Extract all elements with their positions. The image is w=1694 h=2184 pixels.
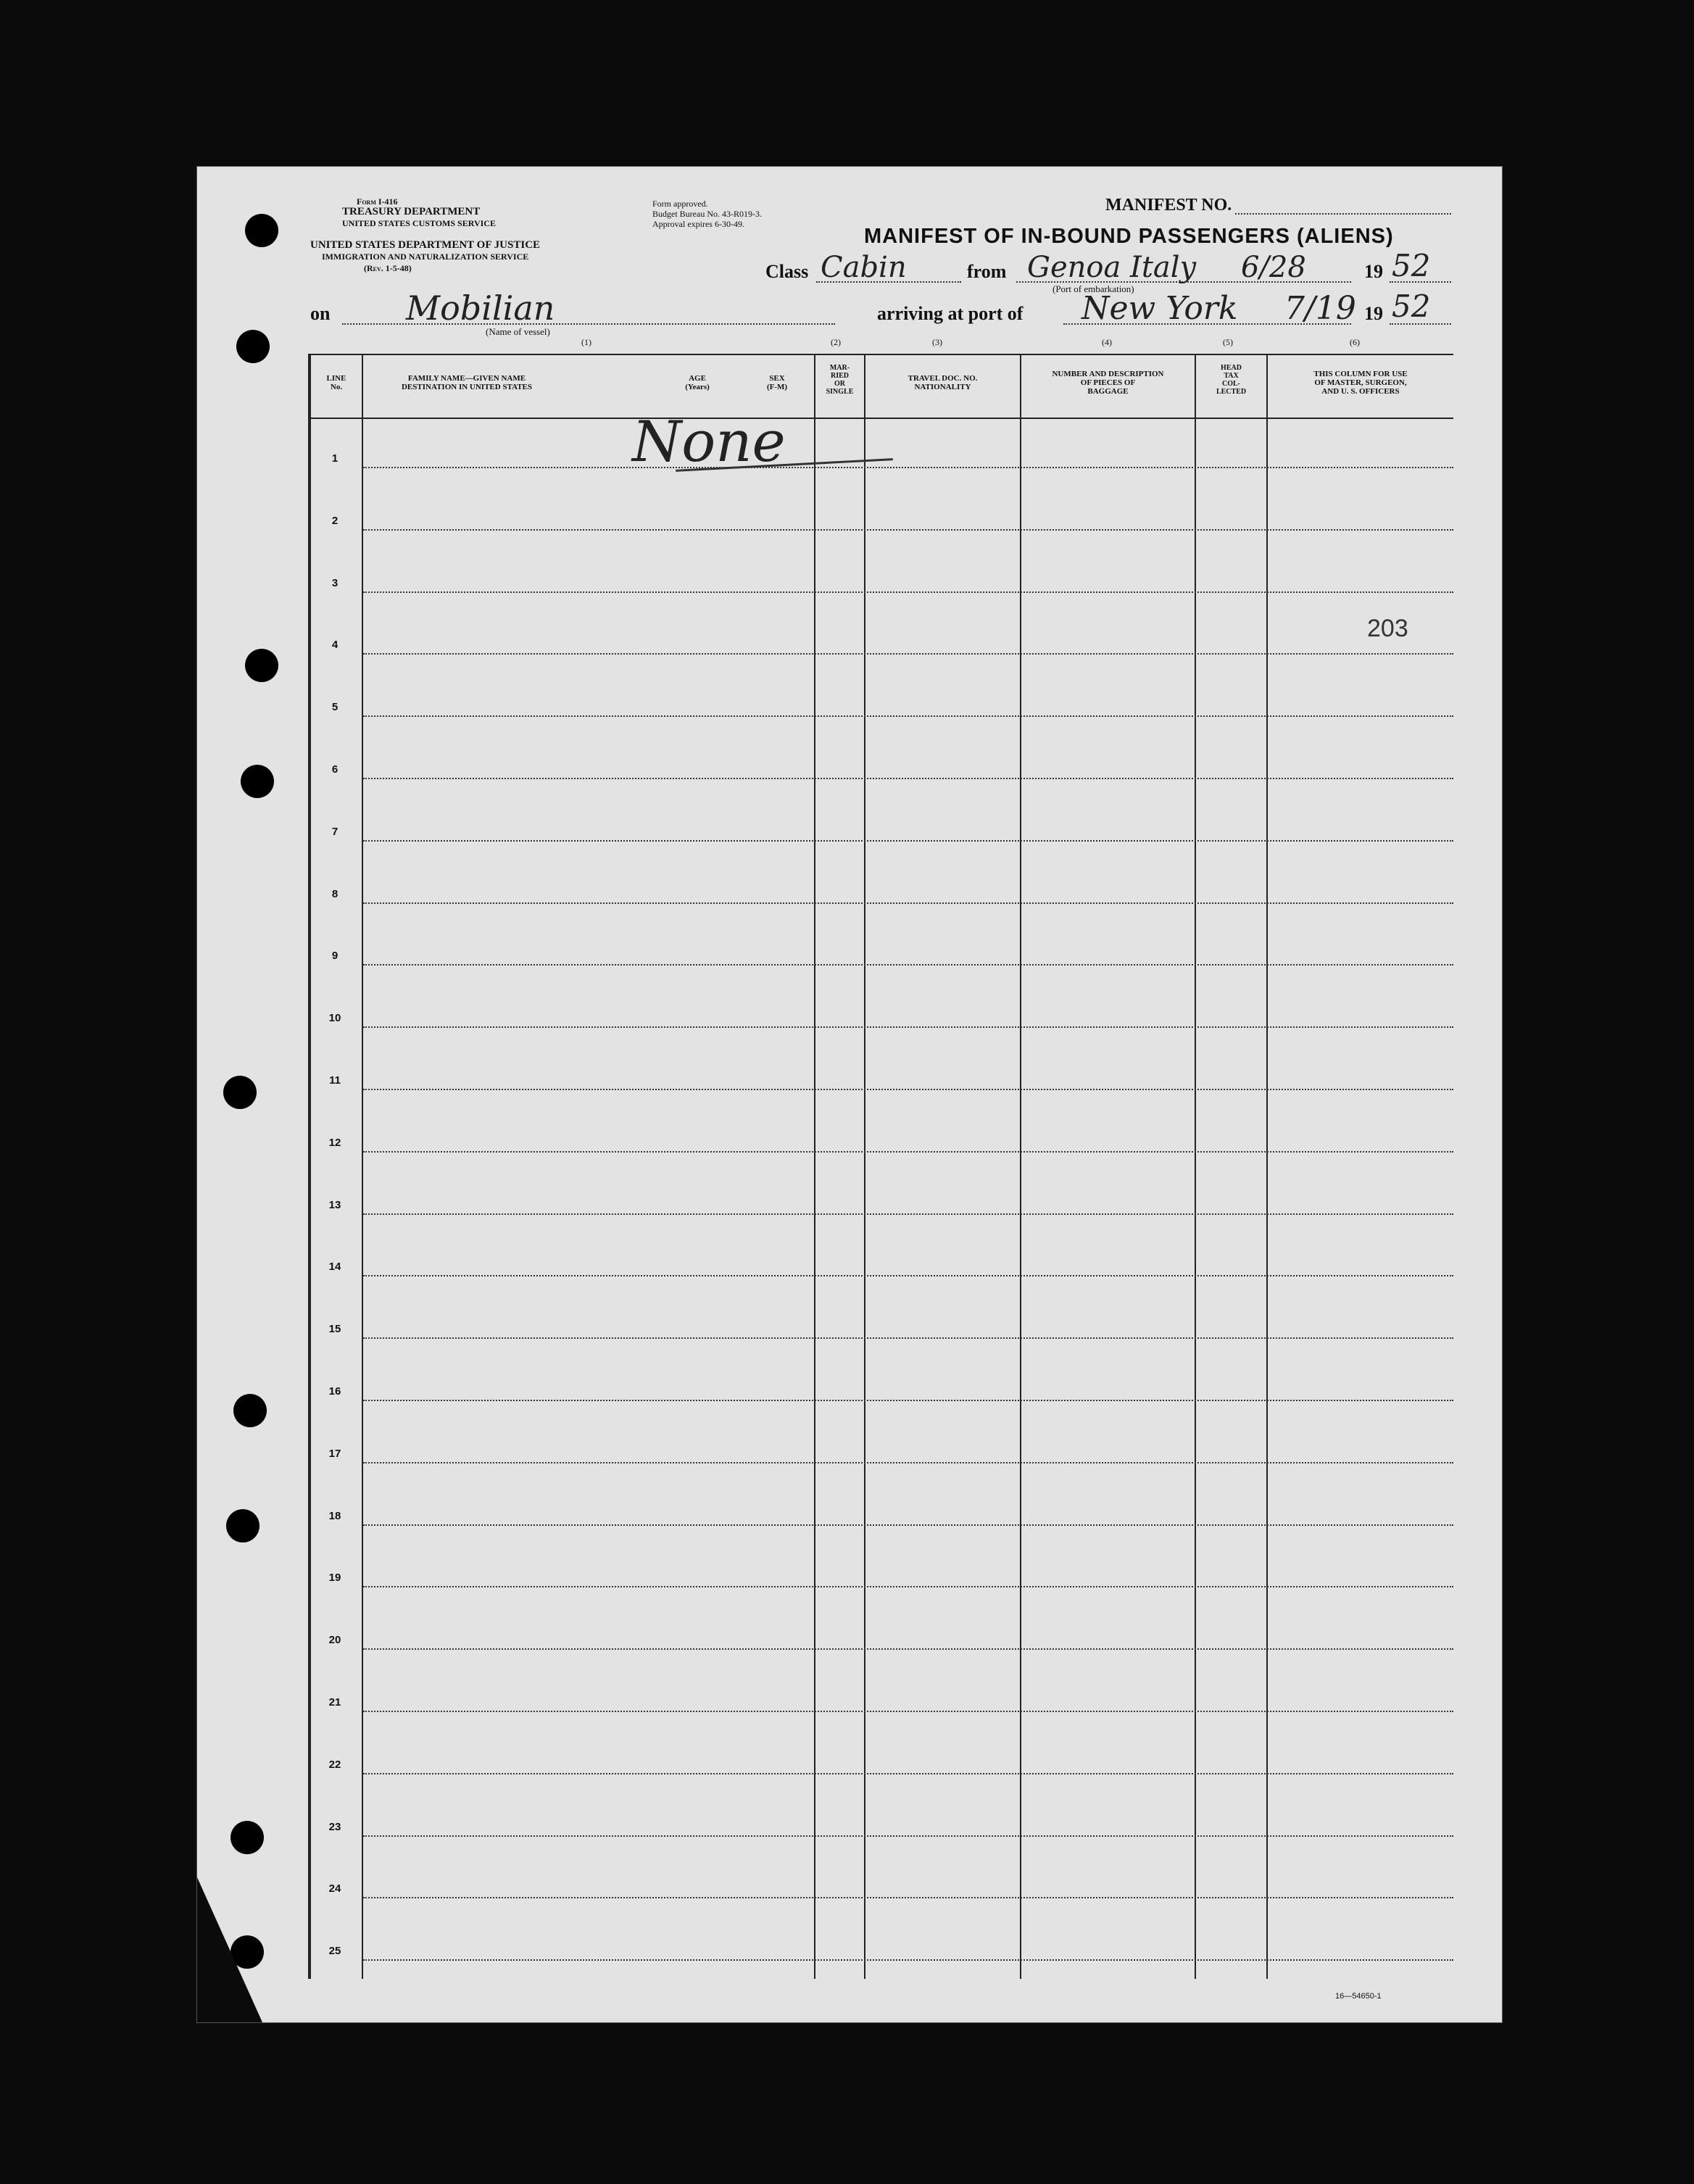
table-row: [363, 1773, 1453, 1774]
on-label: on: [310, 303, 331, 324]
row-number: 10: [328, 1012, 341, 1025]
row-number: 21: [328, 1696, 341, 1708]
footer-code: 16—54650-1: [1335, 1992, 1382, 2001]
table-row: [363, 591, 1453, 593]
form-number: Form I-416: [357, 196, 398, 207]
col-num-4: (4): [1102, 337, 1112, 347]
from-value: Genoa Italy: [1027, 251, 1197, 284]
year-value-2: 52: [1392, 288, 1431, 324]
row-number: 24: [328, 1882, 341, 1896]
row-number: 15: [328, 1323, 341, 1336]
year-prefix-1: 19: [1364, 261, 1383, 282]
table-left-border: [308, 354, 311, 1979]
col-num-5: (5): [1223, 337, 1233, 347]
header-baggage: NUMBER AND DESCRIPTION OF PIECES OF BAGGAGE: [1052, 370, 1164, 396]
year-prefix-2: 19: [1364, 303, 1383, 324]
page-title: MANIFEST OF IN-BOUND PASSENGERS (ALIENS): [864, 225, 1394, 248]
class-label: Class: [765, 261, 809, 282]
table-row: [363, 1959, 1453, 1961]
approved-line2: Budget Bureau No. 43-R019-3.: [652, 209, 762, 219]
table-row: [363, 1275, 1453, 1276]
table-row: [363, 1151, 1453, 1153]
table-row: [363, 1462, 1453, 1463]
from-date: 6/28: [1241, 251, 1306, 284]
header-head-tax: HEAD TAX COL- LECTED: [1216, 364, 1247, 396]
row-number: 22: [328, 1758, 341, 1771]
arrival-date: 7/19: [1284, 290, 1356, 327]
row-number: 2: [331, 514, 339, 527]
punch-hole: [226, 1509, 260, 1542]
header-officer-use: THIS COLUMN FOR USE OF MASTER, SURGEON, AND U. S. OFFICERS: [1313, 370, 1408, 396]
table-header-border: [308, 418, 1453, 419]
vessel-line: [342, 323, 835, 325]
row-number: 13: [328, 1198, 341, 1211]
punch-hole: [236, 330, 270, 363]
row-number: 18: [328, 1509, 341, 1522]
class-line: [816, 281, 961, 283]
stamp-number: 203: [1367, 615, 1408, 642]
punch-hole: [231, 1935, 264, 1969]
table-row: [363, 1400, 1453, 1401]
table-row: [363, 1586, 1453, 1587]
approved-line1: Form approved.: [652, 199, 708, 209]
punch-hole: [245, 649, 278, 682]
manifest-no-line: [1235, 213, 1451, 215]
row-number: 19: [328, 1571, 341, 1585]
table-row: [363, 1337, 1453, 1339]
table-row: [363, 529, 1453, 531]
row-number: 5: [331, 701, 339, 714]
col-divider: [1266, 354, 1268, 1979]
arrival-line: [1063, 323, 1351, 325]
row-number: 8: [331, 887, 339, 900]
port-embark-caption: (Port of embarkation): [1052, 283, 1134, 294]
row-number: 1: [331, 452, 339, 465]
from-line: [1016, 281, 1351, 283]
manifest-page: [197, 167, 1502, 2022]
header-line-no: LINE No.: [326, 374, 346, 391]
class-value: Cabin: [821, 251, 907, 284]
row-number: 16: [328, 1385, 341, 1398]
punch-hole: [223, 1076, 257, 1109]
arrival-port: New York: [1081, 290, 1238, 327]
row-number: 3: [331, 576, 339, 589]
table-row: [363, 902, 1453, 904]
table-row: [363, 1089, 1453, 1090]
row1-entry: None: [632, 410, 786, 475]
header-married: MAR- RIED OR SINGLE: [826, 364, 854, 396]
table-row: [363, 1213, 1453, 1215]
approved-line3: Approval expires 6-30-49.: [652, 219, 744, 229]
row-number: 17: [328, 1447, 341, 1460]
punch-hole: [233, 1394, 267, 1427]
manifest-no-label: MANIFEST NO.: [1105, 196, 1232, 215]
ins-service: IMMIGRATION AND NATURALIZATION SERVICE: [322, 252, 529, 262]
treasury-dept: TREASURY DEPARTMENT: [342, 206, 481, 217]
row-number: 12: [328, 1136, 341, 1149]
table-row: [363, 653, 1453, 655]
table-row: [363, 1897, 1453, 1898]
table-row: [363, 1648, 1453, 1650]
row-number: 25: [328, 1945, 341, 1958]
header-name: FAMILY NAME—GIVEN NAME DESTINATION IN UNITED STATES: [401, 374, 533, 391]
table-top-border: [308, 354, 1453, 355]
col-divider: [814, 354, 815, 1979]
customs-service: UNITED STATES CUSTOMS SERVICE: [342, 218, 496, 228]
vessel-caption: (Name of vessel): [486, 326, 550, 337]
row-number: 4: [331, 639, 339, 652]
col-num-1: (1): [581, 337, 591, 347]
table-row: [363, 964, 1453, 966]
col-divider: [1195, 354, 1196, 1979]
from-label: from: [967, 261, 1007, 282]
header-travel-doc: TRAVEL DOC. NO. NATIONALITY: [908, 374, 978, 391]
header-sex: SEX (F-M): [766, 374, 788, 391]
punch-hole: [231, 1821, 264, 1854]
col-divider: [1020, 354, 1021, 1979]
table-row: [363, 778, 1453, 779]
table-row: [363, 840, 1453, 842]
year-value-1: 52: [1392, 248, 1431, 283]
row-number: 11: [329, 1074, 341, 1087]
header-age: AGE (Years): [685, 374, 710, 391]
col-num-6: (6): [1350, 337, 1360, 347]
col-divider: [362, 354, 363, 1979]
punch-hole: [241, 765, 274, 798]
col-num-3: (3): [932, 337, 942, 347]
year-line-1: [1390, 281, 1451, 283]
row-number: 6: [331, 763, 339, 776]
row-number: 14: [328, 1261, 341, 1274]
table-row: [363, 1524, 1453, 1526]
col-num-2: (2): [831, 337, 841, 347]
table-row: [363, 715, 1453, 717]
justice-dept: UNITED STATES DEPARTMENT OF JUSTICE: [310, 239, 541, 251]
revision: (Rev. 1-5-48): [364, 263, 412, 273]
vessel-value: Mobilian: [406, 288, 555, 328]
row-number: 7: [331, 825, 339, 838]
row-number: 23: [328, 1820, 341, 1833]
col-divider: [864, 354, 865, 1979]
table-row: [363, 1711, 1453, 1712]
arriving-label: arriving at port of: [877, 303, 1024, 324]
punch-hole: [245, 214, 278, 247]
table-row: [363, 467, 1453, 468]
year-line-2: [1390, 323, 1451, 325]
table-row: [363, 1026, 1453, 1028]
row-number: 20: [328, 1634, 341, 1647]
table-row: [363, 1835, 1453, 1837]
row-number: 9: [331, 950, 339, 963]
